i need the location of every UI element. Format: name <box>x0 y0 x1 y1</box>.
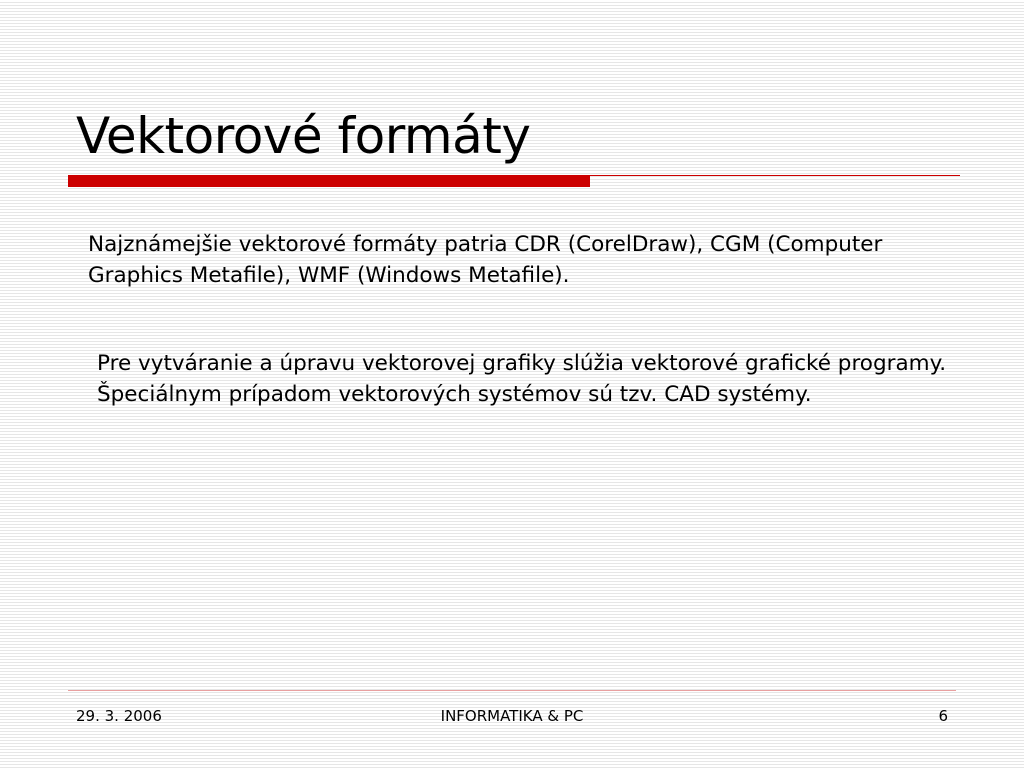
footer-date: 29. 3. 2006 <box>76 707 162 725</box>
footer-title: INFORMATIKA & PC <box>440 707 584 725</box>
title-underline-thin <box>590 175 960 176</box>
footer-divider <box>68 690 956 691</box>
slide-title: Vektorové formáty <box>76 107 531 165</box>
body-paragraph-1: Najznámejšie vektorové formáty patria CDR (CorelDraw), CGM (Computer Graphics Metafile), WMF (Windows Metafile). <box>88 232 883 288</box>
title-underline-thick <box>68 175 590 187</box>
footer-page-number: 6 <box>938 707 948 725</box>
body-paragraph-2: Pre vytváranie a úpravu vektorovej grafiky slúžia vektorové grafické programy. Špeciálnym prípadom vektorových systémov sú tzv. CAD systémy. <box>97 351 947 407</box>
